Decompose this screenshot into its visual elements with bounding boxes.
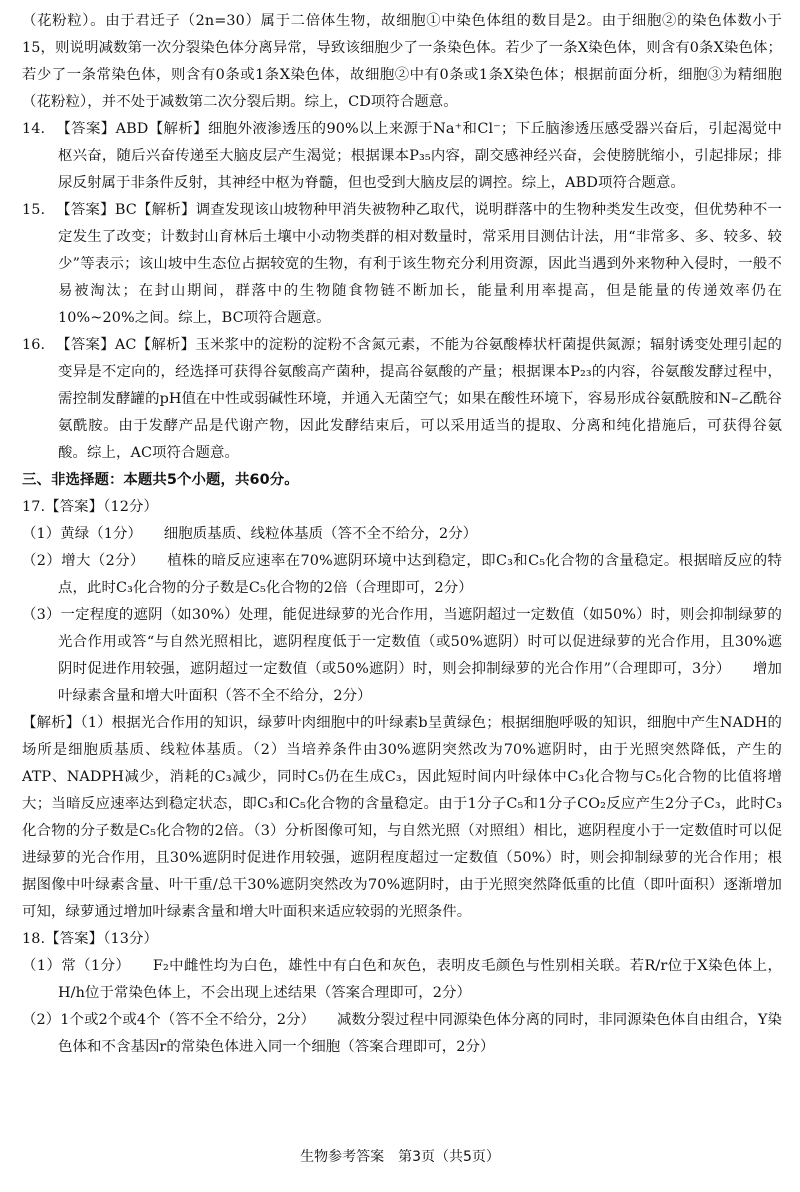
q16-text: 【答案】AC【解析】玉米浆中的淀粉的淀粉不含氮元素，不能为谷氨酸棒状杆菌提供氮源；辐射诱变处理引起的变异是不定向的，经选择可获得谷氨酸高产菌种，提高谷氨酸的产量；根据课本P₂₃的内容，谷氨酸发酵过程中，需控制发酵罐的pH值在中性或弱碱性环境，并通入无菌空气；如果在酸性环境下，容易形成谷氨酰胺和N–乙酰谷氨酰胺。由于发酵产品是代谢产物，因此发酵结束后，可以采用适当的提取、分离和纯化措施后，可获得谷氨酸。综上，AC项符合题意。	[56, 337, 782, 461]
answer-page	[22, 8, 782, 1061]
q14-text: 【答案】ABD【解析】细胞外液渗透压的90%以上来源于Na⁺和Cl⁻；下丘脑渗透压感受器兴奋后，引起渴觉中枢兴奋，随后兴奋传递至大脑皮层产生渴觉；根据课本P₃₅内容，副交感神经兴奋，会使膀胱缩小，引起排尿；排尿反射属于非条件反射，其神经中枢为脊髓，但也受到大脑皮层的调控。综上，ABD项符合题意。	[56, 121, 782, 191]
q16-answer	[22, 332, 782, 467]
q17-part-3: （3）一定程度的遮阴（如30%）处理，能促进绿萝的光合作用，当遮阴超过一定数值（如50%）时，则会抑制绿萝的光合作用或答“与自然光照相比，遮阴程度低于一定数值（或50%遮阴）时可以促进绿萝的光合作用，且30%遮阴时促进作用较强，遮阴超过一定数值（或50%遮阴）时，则会抑制绿萝的光合作用”（合理即可，3分） 增加叶绿素含量和增大叶面积（答不全不给分，2分）	[22, 607, 782, 704]
q15-text: 【答案】BC【解析】调查发现该山坡物种甲消失被物种乙取代，说明群落中的生物种类发生改变，但优势种不一定发生了改变；计数封山育林后土壤中小动物类群的相对数量时，常采用目测估计法，用“非常多、多、较多、较少”等表示；该山坡中生态位占据较宽的生物，有利于该生物充分利用资源，因此当遇到外来物种入侵时，一般不易被淘汰；在封山期间，群落中的生物随食物链不断加长，能量利用率提高，但是能量的传递效率仍在10%~20%之间。综上，BC项符合题意。	[56, 202, 782, 326]
page-footer: 生物参考答案 第3页（共5页）	[300, 1149, 500, 1165]
q13-continuation-text: （花粉粒）。由于君迁子（2n=30）属于二倍体生物，故细胞①中染色体组的数目是2。由于细胞②的染色体数小于15，则说明减数第一次分裂染色体分离异常，导致该细胞少了一条染色体。若少了一条X染色体，则含有0条X染色体；若少了一条常染色体，则含有0条或1条X染色体，故细胞②中有0条或1条X染色体；根据前面分析，细胞③为精细胞（花粉粒），并不处于减数第二次分裂后期。综上，CD项符合题意。	[22, 13, 782, 110]
q17-heading: 17.【答案】（12分）	[22, 499, 158, 515]
q14-answer	[22, 116, 782, 197]
q18-part-1: （1）常（1分） F₂中雌性均为白色，雄性中有白色和灰色，表明皮毛颜色与性别相关联。若R/r位于X染色体上，H/h位于常染色体上，不会出现上述结果（答案合理即可，2分）	[22, 958, 782, 1001]
q15-answer	[22, 197, 782, 332]
q18-part-2: （2）1个或2个或4个（答不全不给分，2分） 减数分裂过程中同源染色体分离的同时，非同源染色体自由组合，Y染色体和不含基因r的常染色体进入同一个细胞（答案合理即可，2分）	[22, 1012, 782, 1055]
q17-part-2: （2）增大（2分） 植株的暗反应速率在70%遮阴环境中达到稳定，即C₃和C₅化合物的含量稳定。根据暗反应的特点，此时C₃化合物的分子数是C₅化合物的2倍（合理即可，2分）	[22, 553, 782, 596]
section-3-heading: 三、非选择题：本题共5个小题，共60分。	[22, 472, 299, 488]
q16-number: 16.	[22, 337, 46, 353]
q13-continuation	[22, 8, 782, 116]
q17-analysis: 【解析】（1）根据光合作用的知识，绿萝叶肉细胞中的叶绿素b呈黄绿色；根据细胞呼吸的知识，细胞中产生NADH的场所是细胞质基质、线粒体基质。（2）当培养条件由30%遮阴突然改为70%遮阴时，由于光照突然降低，产生的ATP、NADPH减少，消耗的C₃减少，同时C₅仍在生成C₃，因此短时间内叶绿体中C₃化合物与C₅化合物的比值将增大；当暗反应速率达到稳定状态，即C₃和C₅化合物的含量稳定。由于1分子C₅和1分子CO₂反应产生2分子C₃，此时C₃化合物的分子数是C₅化合物的2倍。（3）分析图像可知，与自然光照（对照组）相比，遮阴程度小于一定数值时可以促进绿萝的光合作用，且30%遮阴时促进作用较强，遮阴程度超过一定数值（50%）时，则会抑制绿萝的光合作用；根据图像中叶绿素含量、叶干重/总干30%遮阴突然改为70%遮阴时，由于光照突然降低重的比值（即叶面积）逐渐增加可知，绿萝通过增加叶绿素含量和增大叶面积来适应较弱的光照条件。	[22, 715, 782, 920]
q17-part-1: （1）黄绿（1分） 细胞质基质、线粒体基质（答不全不给分，2分）	[22, 526, 478, 542]
q15-number: 15.	[22, 202, 46, 218]
q14-number: 14.	[22, 121, 46, 137]
q18-heading: 18.【答案】（13分）	[22, 931, 158, 947]
